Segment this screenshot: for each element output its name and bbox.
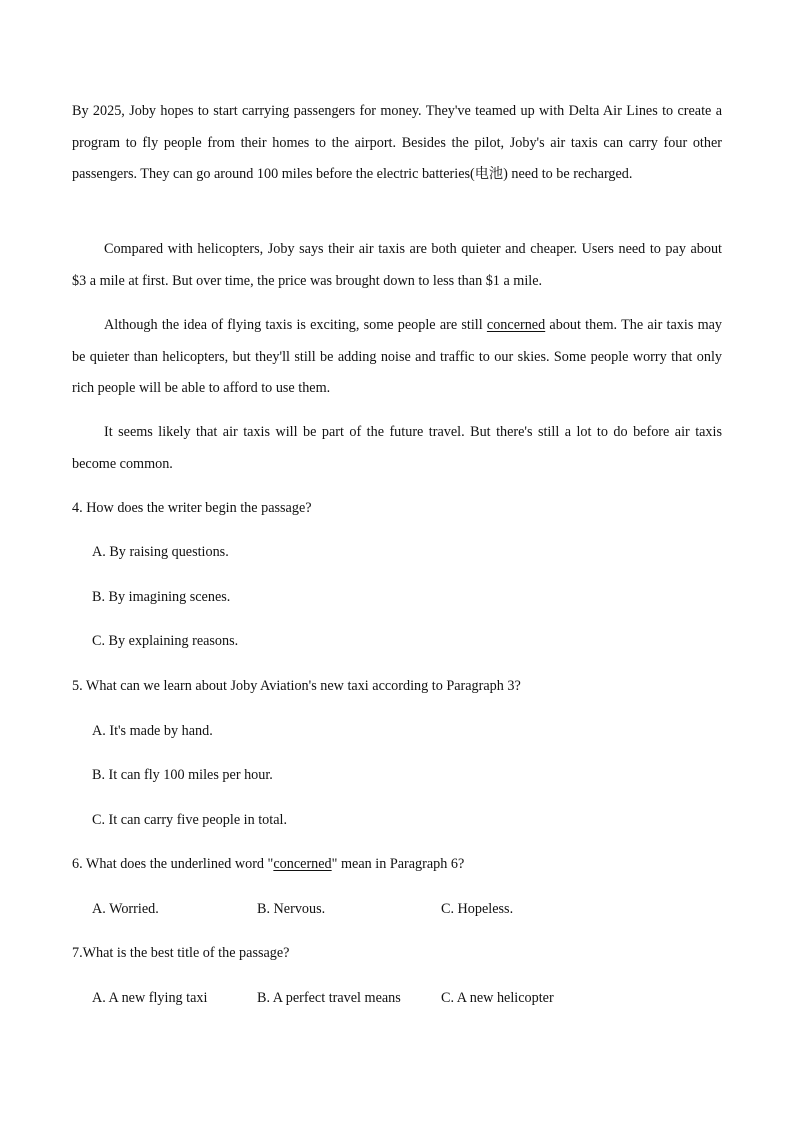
- question-6-stem-start: 6. What does the underlined word ": [72, 856, 274, 872]
- question-4-option-c: C. By explaining reasons.: [92, 633, 239, 649]
- question-6-option-b: B. Nervous.: [257, 901, 326, 917]
- question-6-stem-end: " mean in Paragraph 6?: [331, 856, 465, 872]
- question-7-option-a: A. A new flying taxi: [92, 990, 208, 1006]
- question-7-option-c: C. A new helicopter: [441, 990, 554, 1006]
- paragraph-3-text-end: about them. The air taxis may be quieter than helicopters, but they'll still be adding noise and traffic to our skies. Some people worry that only rich people will be able to afford to use them.: [72, 317, 722, 396]
- question-4-option-a: A. By raising questions.: [92, 544, 229, 560]
- question-6-stem: [72, 856, 464, 873]
- question-5-option-a: A. It's made by hand.: [92, 723, 213, 739]
- question-6-option-c: C. Hopeless.: [441, 901, 514, 917]
- question-5-option-b: B. It can fly 100 miles per hour.: [92, 767, 273, 783]
- paragraph-1: By 2025, Joby hopes to start carrying passengers for money. They've teamed up with Delta Air Lines to create a program to fly people from their homes to the airport. Besides the pilot, Joby's air taxis can carry four other passengers. They can go around 100 miles before the electric batteries(电池) need to be recharged.: [72, 103, 722, 182]
- paragraph-3-text-start: Although the idea of flying taxis is exciting, some people are still: [104, 317, 487, 333]
- question-6-option-a: A. Worried.: [92, 901, 159, 917]
- paragraph-4: It seems likely that air taxis will be part of the future travel. But there's still a lot to do before air taxis become common.: [72, 424, 722, 472]
- question-7-stem: 7.What is the best title of the passage?: [72, 945, 290, 961]
- question-5-stem: 5. What can we learn about Joby Aviation's new taxi according to Paragraph 3?: [72, 678, 521, 694]
- paragraph-3: [72, 310, 722, 405]
- paragraph-2: Compared with helicopters, Joby says their air taxis are both quieter and cheaper. Users need to pay about $3 a mile at first. But over time, the price was brought down to less than $1 a mile.: [72, 241, 722, 289]
- question-5-option-c: C. It can carry five people in total.: [92, 812, 288, 828]
- underlined-word-concerned: concerned: [486, 317, 546, 333]
- question-6-underlined-word: concerned: [273, 856, 332, 872]
- question-4-option-b: B. By imagining scenes.: [92, 589, 231, 605]
- question-7-option-b: B. A perfect travel means: [257, 990, 401, 1006]
- question-4-stem: 4. How does the writer begin the passage?: [72, 500, 312, 516]
